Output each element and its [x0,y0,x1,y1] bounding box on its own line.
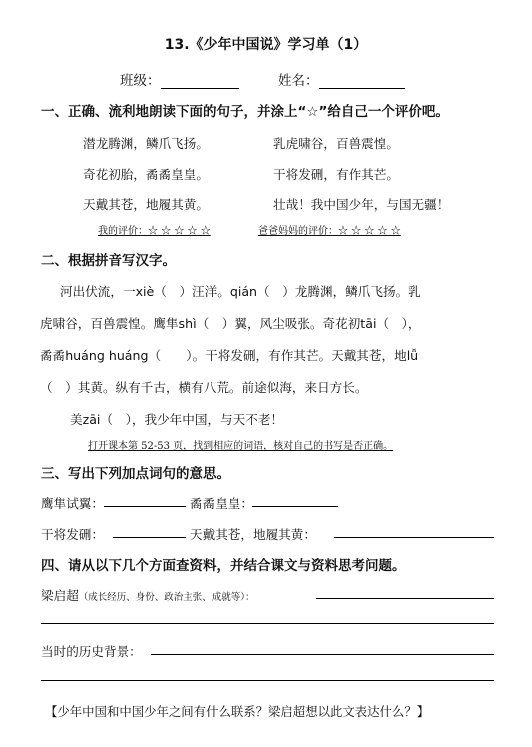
sentence-2a: 奇花初胎，矞矞皇皇。 [83,167,209,182]
section-2-heading: 二、根据拼音写汉字。 [41,253,176,269]
text: 美 [70,412,83,427]
section-1-heading: 一、正确、流利地朗读下面的句子，并涂上“☆”给自己一个评价吧。 [41,104,449,120]
class-label: 班级： [120,73,161,89]
liang-answer-line-2[interactable] [41,623,494,624]
pinyin-line-5 [70,409,283,428]
pinyin: zāi [82,412,101,427]
blank-text[interactable]: （ ）龙腾渊，鳞爪飞扬。乳 [257,284,421,299]
liang-answer-line-1[interactable] [316,598,494,599]
liang-qichao-prompt [41,585,255,604]
history-answer-line-2[interactable] [41,680,494,681]
textbook-hint: 打开课本第 52-53 页，找到相应的词语，核对自己的书写是否正确。 [88,441,394,452]
name-field [278,69,405,89]
reflection-question: 【少年中国和中国少年之间有什么联系？梁启超想以此文表达什么？】 [45,704,430,719]
pinyin: shì [178,316,197,331]
sentence-3b: 壮哉！我中国少年，与国无疆！ [273,197,450,212]
meaning-item-3: 干将发硎： [41,527,104,542]
pinyin-line-1 [60,281,421,300]
text: 河出伏流，一 [60,284,136,299]
pinyin-line-2 [40,313,421,332]
section-4-heading: 四、请从以下几个方面查资料，并结合课文与资料思考问题。 [41,558,406,574]
sentence-1a: 潜龙腾渊，鳞爪飞扬。 [83,136,209,151]
meaning-blank-4[interactable] [334,537,494,538]
history-label: 当时的历史背景： [41,644,142,659]
blank-text[interactable]: （ ）。干将发硎，有作其芒。天戴其苍，地 [148,348,407,363]
sentence-3a: 天戴其苍，地履其黄。 [83,197,209,212]
pinyin-line-3 [40,345,418,364]
pinyin: lǚ [406,348,419,363]
name-blank[interactable] [319,73,405,89]
meaning-item-2: 矞矞皇皇： [190,496,253,511]
blank-text[interactable]: （ ）翼，风尘吸张。奇花初 [196,316,361,331]
meaning-item-4: 天戴其苍，地履其黄： [190,527,316,542]
history-answer-line-1[interactable] [151,654,494,655]
meaning-item-1: 鹰隼试翼： [41,496,104,511]
name-label: 姓名： [278,73,319,89]
liang-label: 梁启超 [41,588,79,603]
page-title: 13.《少年中国说》学习单（1） [164,37,368,53]
blank-text[interactable]: （ ），我少年中国，与天不老！ [100,412,284,427]
pinyin: xiè [135,284,155,299]
text: 虎啸谷，百兽震惶。鹰隼 [40,316,179,331]
blank-text[interactable]: （ ）， [376,316,421,331]
meaning-blank-2[interactable] [252,506,338,507]
sentence-2b: 干将发硎，有作其芒。 [273,167,399,182]
class-blank[interactable] [161,73,239,89]
pinyin-line-4[interactable]: （ ）其黄。纵有千古，横有八荒。前途似海，来日方长。 [40,380,368,395]
text: 矞矞 [40,348,66,363]
section-3-heading: 三、写出下列加点词句的意思。 [41,466,230,482]
pinyin: qián [229,284,258,299]
blank-text[interactable]: （ ）汪洋。 [154,284,230,299]
meaning-blank-3[interactable] [113,537,186,538]
meaning-blank-1[interactable] [104,506,186,507]
sentence-1b: 乳虎啸谷，百兽震惶。 [273,136,399,151]
pinyin: tāi [360,316,377,331]
class-field [120,69,239,89]
liang-note: （成长经历、身份、政治主张、成就等）： [78,592,255,603]
self-evaluation[interactable]: 我的评价：☆ ☆ ☆ ☆ ☆ [98,226,211,237]
parent-evaluation[interactable]: 爸爸妈妈的评价：☆ ☆ ☆ ☆ ☆ [258,226,401,237]
pinyin: huáng huáng [65,348,149,363]
